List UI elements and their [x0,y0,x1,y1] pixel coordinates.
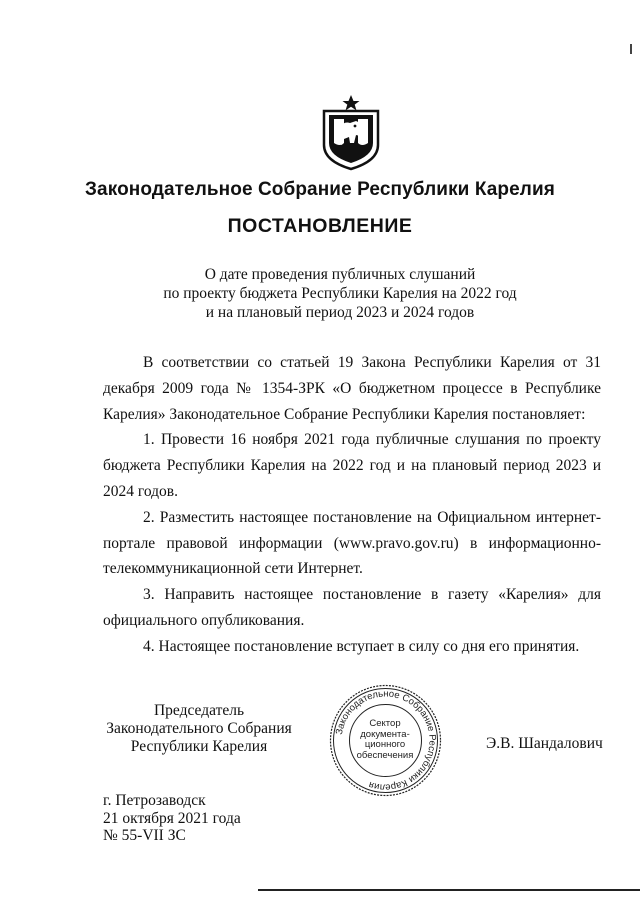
resolution-item-1: 1. Провести 16 ноября 2021 года публичные слушания по проекту бюджета Республики Карелия на 2022 год и на плановый период 2023 и 2024 годов. [103,431,601,500]
signatory-name: Э.В. Шандалович [486,735,603,752]
resolution-item-3: 3. Направить настоящее постановление в газету «Карелия» для официального опубликования. [103,586,601,629]
resolution-item-4: 4. Настоящее постановление вступает в силу со дня его принятия. [143,637,580,655]
issue-city: г. Петрозаводск [103,792,206,809]
stamp-center-text [343,719,427,761]
signatory-title-line: Председатель [153,702,245,719]
subject-line: по проекту бюджета Республики Карелия на 2022 год [163,285,517,302]
coat-of-arms-icon [320,93,382,171]
stamp-center-line: обеспечения [356,749,414,761]
signatory-title-line: Законодательного Собрания [106,720,292,737]
organization-title: Законодательное Собрание Республики Карелия [85,179,555,200]
subject-line: О дате проведения публичных слушаний [204,266,476,283]
stamp-center-line: ционного [364,739,406,750]
signatory-title [100,702,298,756]
signatory-title-line: Республики Карелия [130,738,268,755]
document-footer [103,792,241,845]
document-body [103,350,601,660]
document-subject [100,265,580,322]
document-type-title: ПОСТАНОВЛЕНИЕ [227,215,413,237]
subject-line: и на плановый период 2023 и 2024 годов [205,304,475,321]
stamp-ring-text: Законодательное Собрание Республики Карелия [333,688,438,793]
scan-mark [630,44,632,54]
resolution-item-2: 2. Разместить настоящее постановление на Официальном интернет-портале правовой информации (www.pravo.gov.ru) в информационно-телекоммуникационной сети Интернет. [103,508,601,578]
document-number: № 55-VII ЗС [103,827,186,844]
issue-date: 21 октября 2021 года [103,809,241,827]
scan-edge-line [258,889,640,891]
stamp-center-line: Сектор [369,718,401,729]
preamble-paragraph: В соответствии со статьей 19 Закона Республики Карелия от 31 декабря 2009 года № 1354-ЗРК «О бюджетном процессе в Республике Карелия» Законодательное Собрание Республики Карелия постановляет: [103,354,601,423]
stamp-center-line: документа- [360,728,410,740]
